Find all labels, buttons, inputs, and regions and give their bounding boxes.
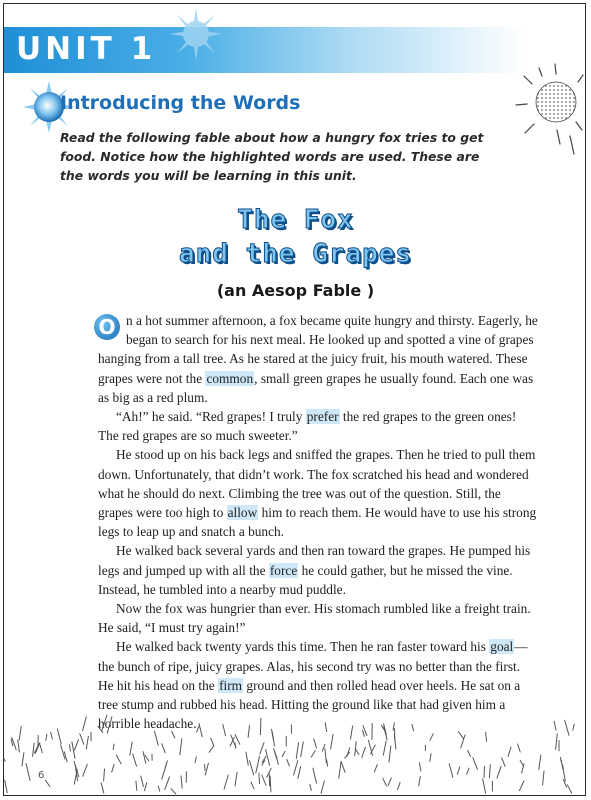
paragraph-text: He walked back several yards and then ran toward the grapes. He pumped his legs and jumped up with all the bbox=[98, 543, 531, 578]
paragraph-text: He walked back twenty yards this time. Then he ran faster toward his bbox=[116, 639, 490, 655]
vocab-word-force: force bbox=[269, 562, 298, 578]
vocab-word-common: common bbox=[206, 370, 254, 386]
story-paragraph-2 bbox=[98, 407, 538, 445]
paragraph-text: “Ah!” he said. “Red grapes! I truly bbox=[116, 409, 306, 425]
story-paragraph-4 bbox=[98, 541, 538, 599]
paragraph-text: he could gather, but he missed the vine. Instead, he tumbled into a nearby mud puddle. bbox=[98, 562, 513, 597]
paragraph-text: the red grapes to the green ones! The red grapes are so much sweeter.” bbox=[98, 409, 517, 444]
star-burst-icon bbox=[168, 6, 224, 62]
story-subtitle: (an Aesop Fable ) bbox=[216, 281, 375, 300]
story-paragraph-3 bbox=[98, 445, 538, 541]
paragraph-text: He stood up on his back legs and sniffed the grapes. Then he tried to pull them down. Unfortunately, that didn’t work. The fox scratched his head and wondered what he should do next. Climbing the tree was out of the question. Still, the grapes were too high to bbox=[98, 447, 536, 521]
section-heading: Introducing the Words bbox=[60, 92, 301, 114]
vocab-word-firm: firm bbox=[219, 677, 243, 693]
paragraph-text: , small green grapes he usually found. Each one was as big as a red plum. bbox=[98, 370, 534, 405]
story-paragraph-5: Now the fox was hungrier than ever. His stomach rumbled like a freight train. He said, “I must try again!” bbox=[98, 601, 531, 636]
vocab-word-goal: goal bbox=[490, 639, 514, 655]
vocab-word-allow: allow bbox=[227, 505, 258, 521]
story-body bbox=[98, 311, 538, 733]
paragraph-text: n a hot summer afternoon, a fox became quite hungry and thirsty. Eagerly, he began to search for his next meal. He looked up and spotted a vine of grapes hanging from a tall tree. As he stared at the juicy fruit, his mouth watered. These grapes were not the bbox=[98, 313, 538, 386]
story-paragraph-1 bbox=[98, 311, 538, 407]
paragraph-text: him to reach them. He would have to use his strong legs to leap up and snatch a bunch. bbox=[98, 505, 537, 540]
sun-outline-icon bbox=[508, 60, 584, 160]
grass-decoration bbox=[4, 700, 586, 796]
paragraph-text: —the bunch of ripe, juicy grapes. Alas, his second try was no better than the first. He hit his head on the bbox=[98, 639, 528, 693]
instructions-text: Read the following fable about how a hungry fox tries to get food. Notice how the highlighted words are used. These are the words you will be learning in this unit. bbox=[60, 130, 484, 183]
story-title-line-1: The Fox bbox=[237, 205, 354, 235]
story-title-line-2: and the Grapes bbox=[178, 239, 413, 269]
unit-title: UNIT 1 bbox=[16, 31, 157, 67]
drop-cap: O bbox=[94, 314, 120, 340]
paragraph-text: ground and then rolled head over heels. He sat on a tree stump and rubbed his head. Hitting the ground like that had given him a horrible headache. bbox=[98, 677, 521, 732]
vocab-word-prefer: prefer bbox=[306, 409, 339, 425]
page-number: 6 bbox=[38, 770, 45, 781]
